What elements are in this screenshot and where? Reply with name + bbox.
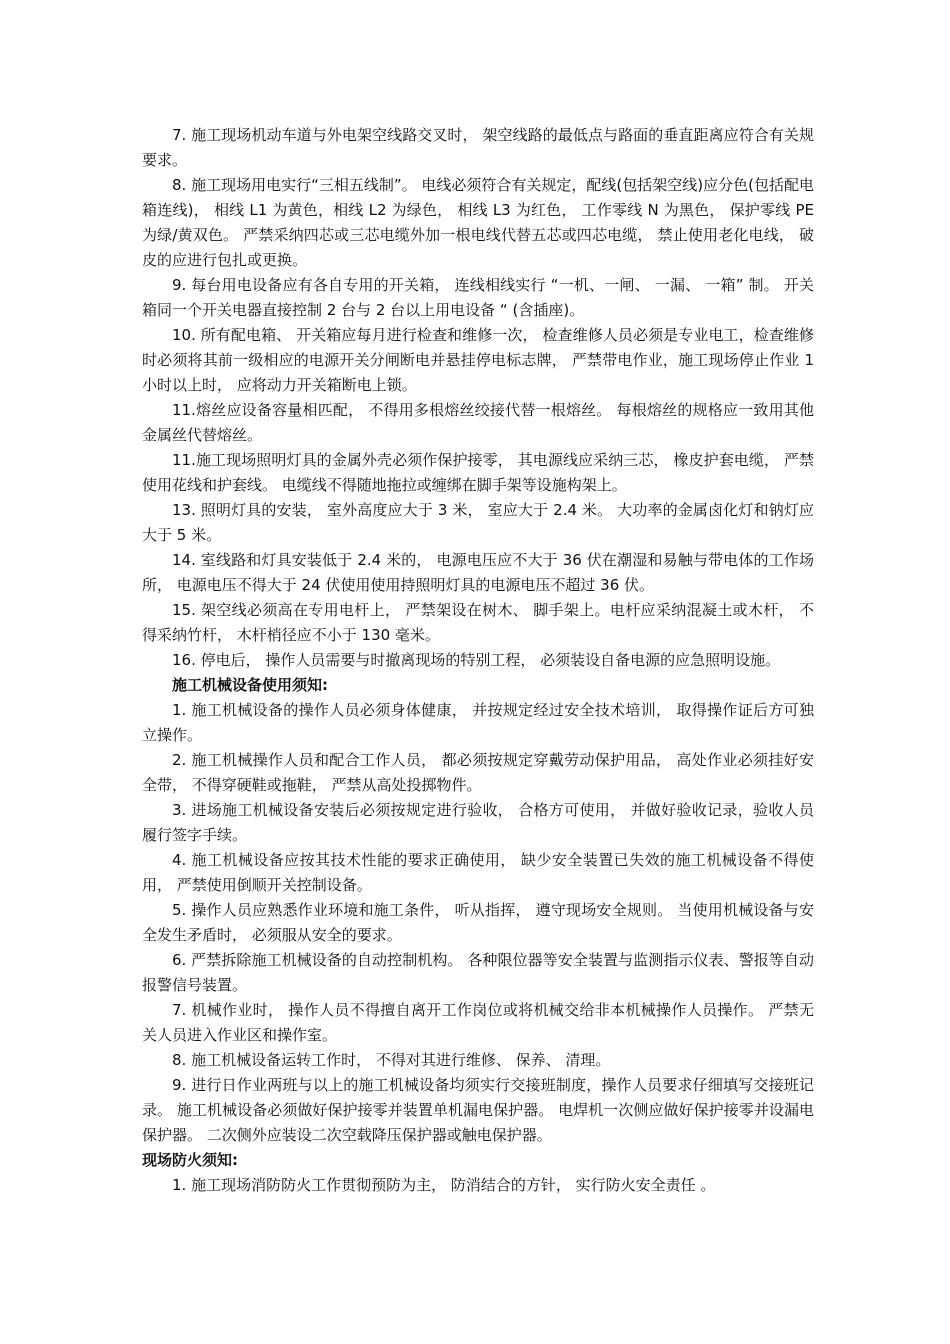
paragraph-item-8: 8. 施工现场用电实行“三相五线制”。 电线必须符合有关规定，配线(包括架空线)应分色(包括配电箱连线)， 相线 L1 为黄色，相线 L2 为绿色， 相线 L3 为红色， 工作零线 N 为黑色， 保护零线 PE 为绿/黄双色。 严禁采纳四芯或三芯电缆外加一根电线代替五芯或四芯电缆， 禁止使用老化电线， 破皮的应进行包扎或更换。	[142, 176, 814, 269]
machinery-item-8: 8. 施工机械设备运转工作时， 不得对其进行维修、 保养、 清理。	[172, 1051, 611, 1069]
machinery-item-9: 9. 进行日作业两班与以上的施工机械设备均须实行交接班制度，操作人员要求仔细填写交接班记录。 施工机械设备必须做好保护接零并装置单机漏电保护器。 电焊机一次侧应做好保护接零并设漏电保护器。 二次侧外应装设二次空载降压保护器或触电保护器。	[142, 1076, 814, 1144]
section-heading-fire: 现场防火须知:	[142, 1151, 238, 1169]
paragraph-item-10: 10. 所有配电箱、 开关箱应每月进行检查和维修一次， 检查维修人员必须是专业电工，检查维修时必须将其前一级相应的电源开关分闸断电并悬挂停电标志牌， 严禁带电作业，施工现场停止作业 1 小时以上时， 应将动力开关箱断电上锁。	[142, 326, 814, 394]
section-heading-machinery: 施工机械设备使用须知:	[172, 676, 328, 694]
paragraph-item-16: 16. 停电后， 操作人员需要与时撤离现场的特别工程， 必须装设自备电源的应急照明设施。	[172, 651, 781, 669]
machinery-item-3: 3. 进场施工机械设备安装后必须按规定进行验收， 合格方可使用， 并做好验收记录，验收人员履行签字手续。	[142, 801, 814, 844]
paragraph-item-11b: 11.施工现场照明灯具的金属外壳必须作保护接零， 其电源线应采纳三芯， 橡皮护套电缆， 严禁使用花线和护套线。 电缆线不得随地拖拉或缠绑在脚手架等设施构架上。	[142, 451, 814, 494]
fire-item-1: 1. 施工现场消防防火工作贯彻预防为主， 防消结合的方针， 实行防火安全责任 。	[172, 1176, 716, 1194]
machinery-item-1: 1. 施工机械设备的操作人员必须身体健康， 并按规定经过安全技术培训， 取得操作证后方可独立操作。	[142, 701, 814, 744]
document-page	[142, 123, 814, 1198]
paragraph-item-13: 13. 照明灯具的安装， 室外高度应大于 3 米， 室应大于 2.4 米。 大功率的金属卤化灯和钠灯应大于 5 米。	[142, 501, 814, 544]
paragraph-item-14: 14. 室线路和灯具安装低于 2.4 米的， 电源电压应不大于 36 伏在潮湿和易触与带电体的工作场所， 电源电压不得大于 24 伏使用使用持照明灯具的电源电压不超过 36 伏。	[142, 551, 814, 594]
machinery-item-2: 2. 施工机械操作人员和配合工作人员， 都必须按规定穿戴劳动保护用品， 高处作业必须挂好安全带， 不得穿硬鞋或拖鞋， 严禁从高处投掷物件。	[142, 751, 814, 794]
machinery-item-7: 7. 机械作业时， 操作人员不得擅自离开工作岗位或将机械交给非本机械操作人员操作。 严禁无关人员进入作业区和操作室。	[142, 1001, 814, 1044]
paragraph-item-9: 9. 每台用电设备应有各自专用的开关箱， 连线相线实行 “一机、一闸、 一漏、 一箱” 制。 开关箱同一个开关电器直接控制 2 台与 2 台以上用电设备 “ (含插座)。	[142, 276, 814, 319]
paragraph-item-11a: 11.熔丝应设备容量相匹配， 不得用多根熔丝绞接代替一根熔丝。 每根熔丝的规格应一致用其他金属丝代替熔丝。	[142, 401, 814, 444]
machinery-item-4: 4. 施工机械设备应按其技术性能的要求正确使用， 缺少安全装置已失效的施工机械设备不得使用， 严禁使用倒顺开关控制设备。	[142, 851, 814, 894]
machinery-item-5: 5. 操作人员应熟悉作业环境和施工条件， 听从指挥， 遵守现场安全规则。 当使用机械设备与安全发生矛盾时， 必须服从安全的要求。	[142, 901, 814, 944]
paragraph-item-7: 7. 施工现场机动车道与外电架空线路交叉时， 架空线路的最低点与路面的垂直距离应符合有关规要求。	[142, 126, 814, 169]
machinery-item-6: 6. 严禁拆除施工机械设备的自动控制机构。 各种限位器等安全装置与监测指示仪表、警报等自动报警信号装置。	[142, 951, 814, 994]
paragraph-item-15: 15. 架空线必须高在专用电杆上， 严禁架设在树木、 脚手架上。电杆应采纳混凝土或木杆， 不得采纳竹杆， 木杆梢径应不小于 130 毫米。	[142, 601, 814, 644]
